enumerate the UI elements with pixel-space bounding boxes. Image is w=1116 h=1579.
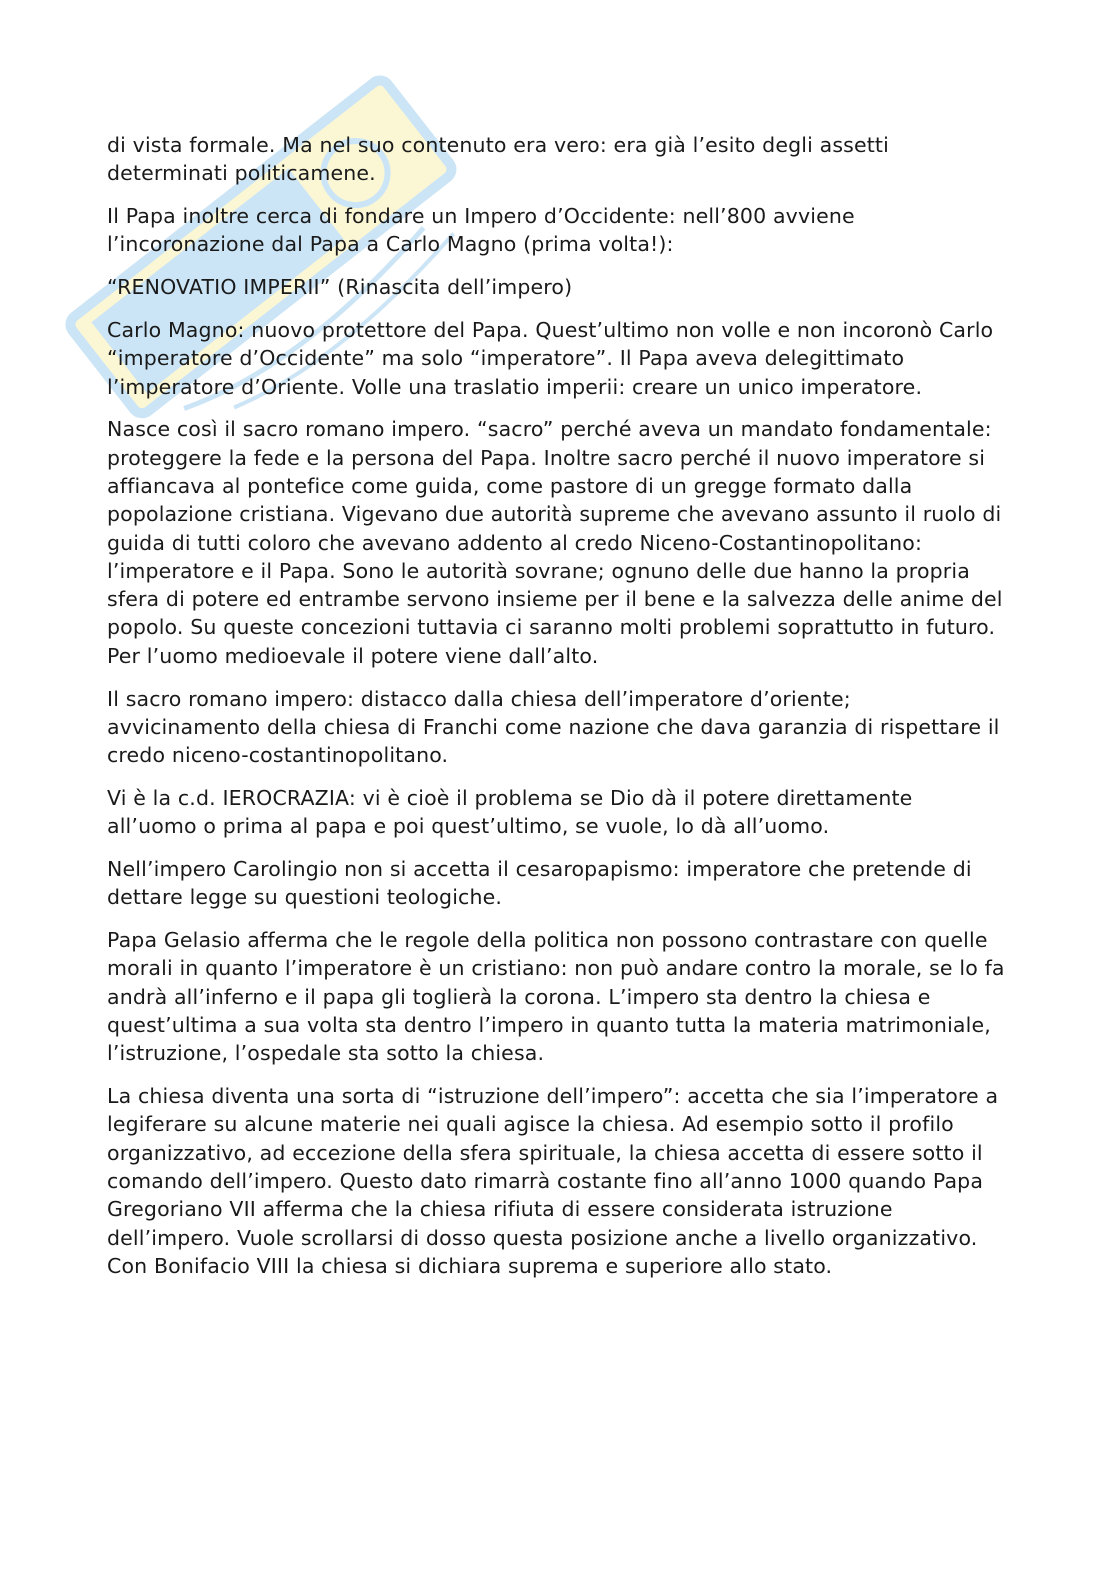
paragraph: Vi è la c.d. IEROCRAZIA: vi è cioè il problema se Dio dà il potere direttamente all’uomo o prima al papa e poi quest’ultimo, se vuole, lo dà all’uomo. xyxy=(107,785,913,839)
paragraph: Papa Gelasio afferma che le regole della politica non possono contrastare con quelle morali in quanto l’imperatore è un cristiano: non può andare contro la morale, se lo fa andrà all’inferno e il papa gli toglierà la corona. L’impero sta dentro la chiesa e quest’ultima a sua volta sta dentro l’impero in quanto tutta la materia matrimoniale, l’istruzione, l’ospedale sta sotto la chiesa. xyxy=(107,928,1005,1066)
document-body xyxy=(107,131,1007,1295)
paragraph: “RENOVATIO IMPERII” (Rinascita dell’impero) xyxy=(107,275,573,300)
paragraph: La chiesa diventa una sorta di “istruzione dell’impero”: accetta che sia l’imperatore a legiferare su alcune materie nei quali agisce la chiesa. Ad esempio sotto il profilo organizzativo, ad eccezione della sfera spirituale, la chiesa accetta di essere sotto il comando dell’impero. Questo dato rimarrà costante fino all’anno 1000 quando Papa Gregoriano VII afferma che la chiesa rifiuta di essere considerata istruzione dell’impero. Vuole scrollarsi di dosso questa posizione anche a livello organizzativo. Con Bonifacio VIII la chiesa si dichiara suprema e superiore allo stato. xyxy=(107,1084,999,1278)
paragraph: di vista formale. Ma nel suo contenuto era vero: era già l’esito degli assetti determinati politicamene. xyxy=(107,133,889,186)
paragraph: Carlo Magno: nuovo protettore del Papa. Quest’ultimo non volle e non incoronò Carlo “imperatore d’Occidente” ma solo “imperatore”. Il Papa aveva delegittimato l’imperatore d’Oriente. Volle una traslatio imperii: creare un unico imperatore. xyxy=(107,317,994,399)
paragraph: Nasce così il sacro romano impero. “sacro” perché aveva un mandato fondamentale: proteggere la fede e la persona del Papa. Inoltre sacro perché il nuovo imperatore si affiancava al pontefice come guida, come pastore di un gregge formato dalla popolazione cristiana. Vigevano due autorità supreme che avevano assunto il ruolo di guida di tutti coloro che avevano addento al credo Niceno-Costantinopolitano: l’imperatore e il Papa. Sono le autorità sovrane; ognuno delle due hanno la propria sfera di potere ed entrambe servono insieme per il bene e la salvezza delle anime del popolo. Su queste concezioni tuttavia ci saranno molti problemi soprattutto in futuro. Per l’uomo medioevale il potere viene dall’alto. xyxy=(107,417,1003,668)
paragraph: Il Papa inoltre cerca di fondare un Impero d’Occidente: nell’800 avviene l’incoronazione dal Papa a Carlo Magno (prima volta!): xyxy=(107,204,855,257)
paragraph: Il sacro romano impero: distacco dalla chiesa dell’imperatore d’oriente; avvicinamento della chiesa di Franchi come nazione che dava garanzia di rispettare il credo niceno-costantinopolitano. xyxy=(107,686,1000,768)
paragraph: Nell’impero Carolingio non si accetta il cesaropapismo: imperatore che pretende di dettare legge su questioni teologiche. xyxy=(107,857,972,910)
